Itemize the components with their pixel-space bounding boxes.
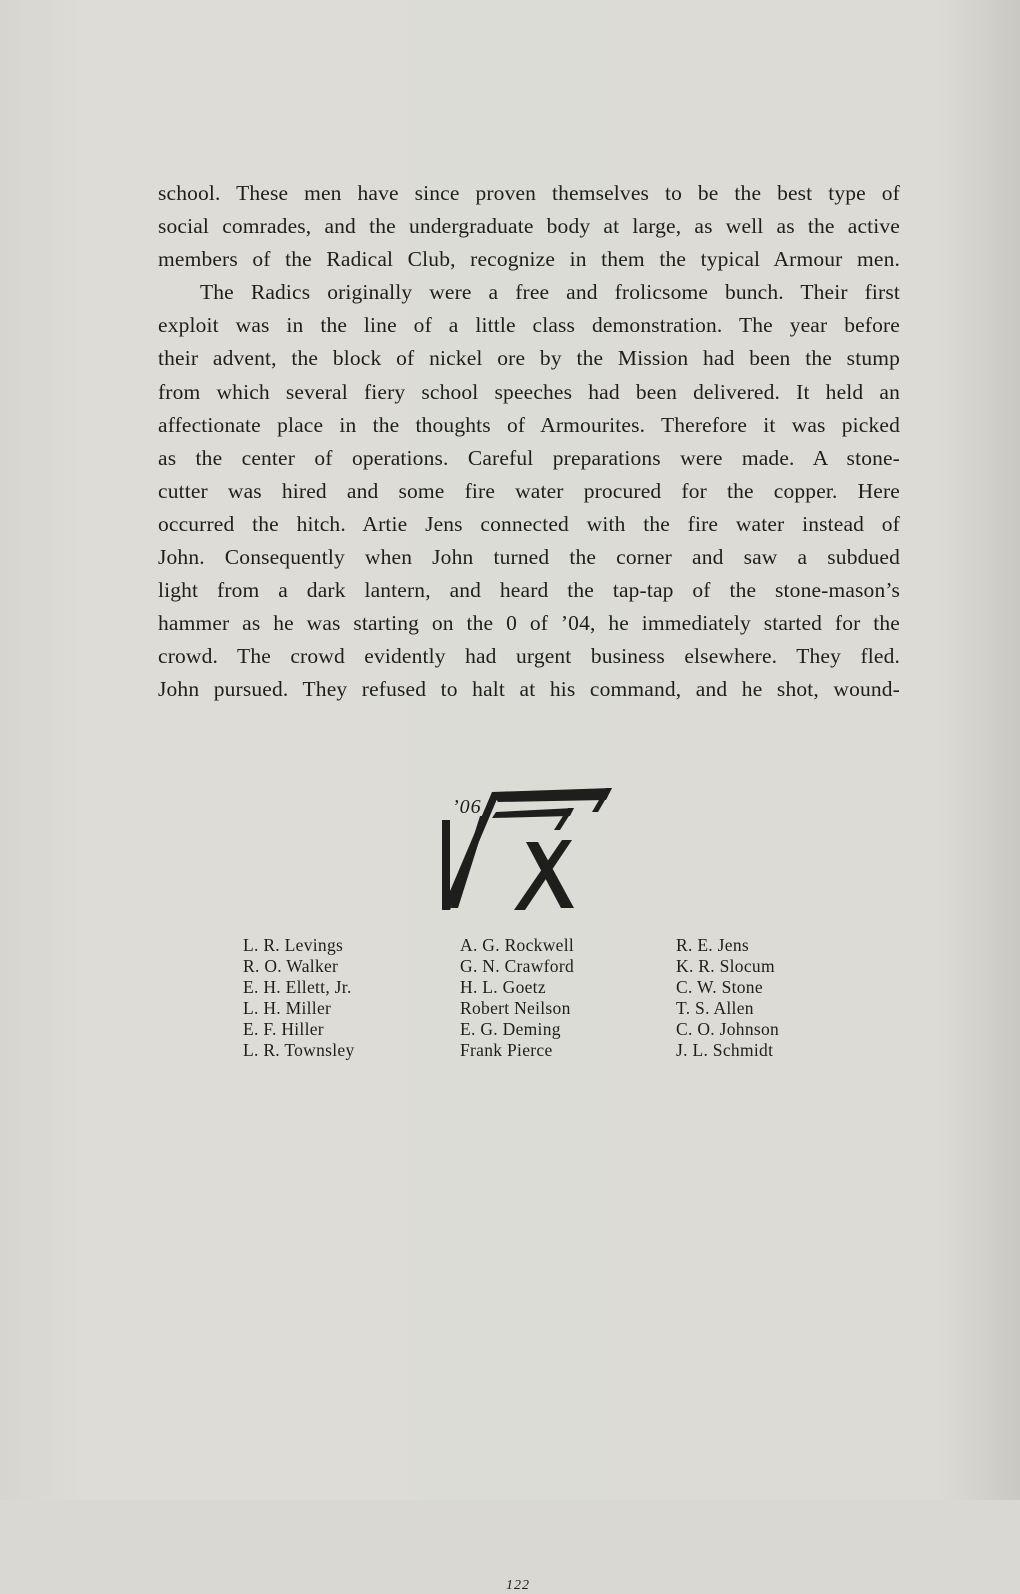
text-line: their advent, the block of nickel ore by the Mission had been the stump [158, 346, 900, 371]
text-line: hammer as he was starting on the 0 of ’04, he immediately started for the [158, 611, 900, 636]
text-line: as the center of operations. Careful preparations were made. A stone- [158, 445, 900, 470]
member-name: L. R. Levings [243, 935, 344, 955]
monogram-f-top-bar [492, 788, 612, 802]
member-name: L. H. Miller [243, 998, 332, 1018]
member-name: G. N. Crawford [460, 956, 575, 976]
text-line: John. Consequently when John turned the corner and saw a subdued [158, 545, 900, 570]
text-line: crowd. The crowd evidently had urgent business elsewhere. They fled. [158, 644, 900, 669]
fraternity-emblem [440, 786, 620, 912]
member-column-1 [243, 935, 355, 1061]
member-name: C. W. Stone [676, 977, 763, 997]
text-line: occurred the hitch. Artie Jens connected with the fire water instead of [158, 511, 900, 536]
member-name: T. S. Allen [676, 998, 754, 1018]
member-name: E. G. Deming [460, 1019, 561, 1039]
text-line: social comrades, and the undergraduate body at large, as well as the active [158, 214, 900, 239]
text-line: affectionate place in the thoughts of Armourites. Therefore it was picked [158, 412, 900, 437]
member-name: J. L. Schmidt [676, 1040, 774, 1060]
member-column-2 [460, 935, 574, 1061]
member-name: A. G. Rockwell [460, 935, 575, 955]
body-text [158, 177, 900, 707]
text-line: members of the Radical Club, recognize in them the typical Armour men. [158, 247, 900, 272]
text-line: John pursued. They refused to halt at his command, and he shot, wound- [158, 677, 900, 702]
member-name: K. R. Slocum [676, 956, 775, 976]
text-line: exploit was in the line of a little class demonstration. The year before [158, 313, 900, 338]
member-name: E. F. Hiller [243, 1019, 324, 1039]
emblem-year: ’06 [452, 796, 482, 818]
member-name: L. R. Townsley [243, 1040, 355, 1060]
member-name: R. O. Walker [243, 956, 339, 976]
monogram-x-down-stroke [526, 842, 574, 908]
member-name: C. O. Johnson [676, 1019, 780, 1039]
member-name: H. L. Goetz [460, 977, 546, 997]
member-name: Frank Pierce [460, 1040, 553, 1060]
text-line: cutter was hired and some fire water procured for the copper. Here [158, 478, 900, 503]
page-number: 122 [506, 1578, 530, 1593]
member-name: R. E. Jens [676, 935, 749, 955]
text-line: The Radics originally were a free and frolicsome bunch. Their first [200, 280, 900, 305]
member-name: E. H. Ellett, Jr. [243, 977, 352, 997]
text-line: school. These men have since proven themselves to be the best type of [158, 181, 900, 205]
monogram-f-middle-bar [492, 808, 574, 818]
member-column-3 [676, 935, 779, 1061]
monogram-f-stem [451, 816, 487, 908]
text-line: from which several fiery school speeches had been delivered. It held an [158, 379, 900, 404]
text-line: light from a dark lantern, and heard the tap-tap of the stone-mason’s [158, 578, 900, 603]
member-name: Robert Neilson [460, 998, 571, 1018]
